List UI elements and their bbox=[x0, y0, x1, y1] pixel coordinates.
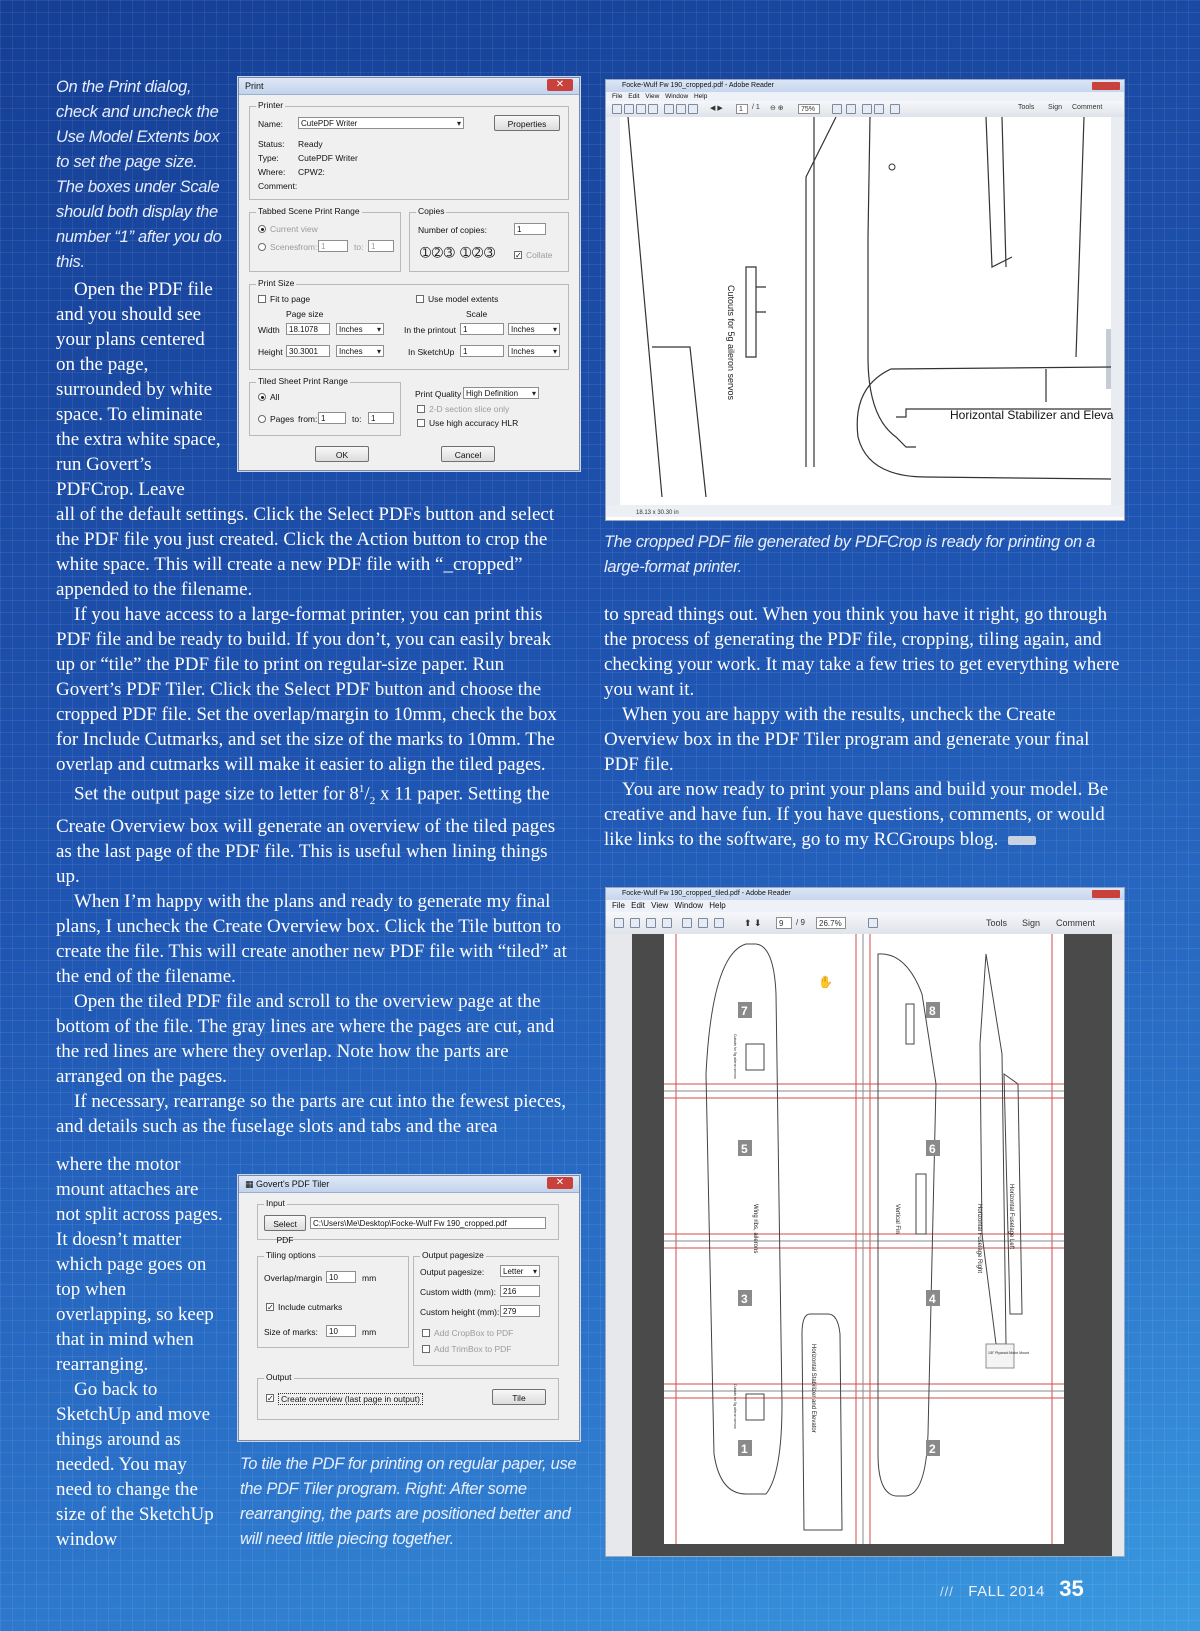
footer-slashes: /// bbox=[940, 1584, 954, 1599]
motor-mount-note: 1/8" Plywood Motor Mount bbox=[988, 1351, 1029, 1355]
marks-size-stepper[interactable]: 10 bbox=[326, 1325, 356, 1337]
paragraph: all of the default settings. Click the Select PDFs button and select the PDF file you just created. Click the Action button to crop the white space. This will create a new PDF file with “_cropped” appended to the filename. bbox=[56, 504, 555, 600]
tiler-caption: To tile the PDF for printing on regular paper, use the PDF Tiler program. Right: After some rearranging, the parts are positioned better and will need little piecing together. bbox=[240, 1455, 577, 1548]
part-label: Cutouts for 5g aileron servos bbox=[733, 1034, 737, 1079]
edit-icon[interactable] bbox=[636, 104, 646, 114]
close-icon[interactable]: ✕ bbox=[547, 79, 573, 91]
tile-number: 2 bbox=[929, 1442, 936, 1456]
paragraph: Open the tiled PDF file and scroll to the overview page at the bottom of the file. The gray lines are where the pages are cut, and the red lines are where they overlap. Note how the parts are arranged on the pages. bbox=[56, 991, 555, 1088]
reader-menu: File Edit View Window Help bbox=[606, 92, 1124, 101]
overlap-stepper[interactable]: 10 bbox=[326, 1271, 356, 1283]
comment-tab[interactable]: Comment bbox=[1072, 104, 1103, 111]
part-label: Wing ribs, ailerons bbox=[752, 1204, 758, 1254]
hand-cursor-icon: ✋ bbox=[818, 975, 833, 989]
zoom-input[interactable]: 26.7% bbox=[816, 917, 846, 929]
fit-to-page-checkbox[interactable] bbox=[258, 295, 266, 303]
reader-titlebar: Focke-Wulf Fw 190_cropped_tiled.pdf - Adobe Reader bbox=[606, 888, 1124, 900]
ok-button[interactable]: OK bbox=[315, 446, 369, 462]
mail-icon[interactable] bbox=[714, 918, 724, 928]
page-input[interactable]: 9 bbox=[776, 917, 792, 929]
collate-pages-icon: ➀➁➂ ➀➁➂ bbox=[420, 245, 496, 260]
tiled-range-group: Tiled Sheet Print Range All Pages from: 1 to: 1 bbox=[249, 382, 401, 436]
print-dialog-titlebar: Print ✕ bbox=[239, 78, 579, 95]
zoom-out-icon[interactable]: ⊖ ⊕ bbox=[770, 105, 784, 112]
fit-page-icon[interactable] bbox=[832, 104, 842, 114]
tile-number: 4 bbox=[929, 1292, 936, 1306]
scene-from-input[interactable]: 1 bbox=[318, 240, 348, 252]
sign-tab[interactable]: Sign bbox=[1048, 104, 1063, 111]
body-wide-1 bbox=[56, 502, 574, 1139]
create-overview-checkbox[interactable]: ✓ bbox=[267, 1394, 274, 1403]
scenes-radio[interactable] bbox=[258, 243, 266, 251]
horizontal-stabilizer-label: Horizontal Stabilizer and Eleva bbox=[950, 408, 1114, 422]
close-icon[interactable] bbox=[1092, 890, 1120, 898]
tile-number: 3 bbox=[741, 1292, 748, 1306]
tiler-titlebar: ▦ Govert's PDF Tiler ✕ bbox=[239, 1176, 579, 1193]
reader-toolbar: ◀ ▶ 1 / 1 ⊖ ⊕ 75% Tools Sign Comment bbox=[606, 101, 1124, 118]
output-pagesize-group: Output pagesize Output pagesize: Letter ▾ Custom width (mm): 216 Custom height (mm): 279 Add CropBox to PDF Add TrimBox to PDF bbox=[413, 1256, 559, 1366]
include-cutmarks-checkbox[interactable]: ✓ bbox=[267, 1303, 274, 1312]
current-view-radio[interactable] bbox=[258, 225, 266, 233]
tiler-app-icon: ▦ bbox=[245, 1179, 257, 1189]
copies-group: Copies Number of copies: 1 ➀➁➂ ➀➁➂ ✓ Collate bbox=[409, 212, 569, 272]
pdf-path-input[interactable]: C:\Users\Me\Desktop\Focke-Wulf Fw 190_cropped.pdf bbox=[310, 1217, 546, 1229]
tile-number: 6 bbox=[929, 1142, 936, 1156]
part-label: Horizontal Fuselage Left bbox=[1008, 1184, 1014, 1250]
reader-toolbar: ⬆ ⬇ 9 / 9 26.7% Tools Sign Comment bbox=[606, 912, 1124, 935]
pages-to-input[interactable]: 1 bbox=[368, 412, 394, 424]
tools-tab[interactable]: Tools bbox=[986, 918, 1008, 928]
output-group: Output ✓ Create overview (last page in output) Tile bbox=[257, 1378, 559, 1420]
fit-width-icon[interactable] bbox=[846, 104, 856, 114]
body-narrow-1 bbox=[56, 277, 226, 502]
create-icon[interactable] bbox=[630, 918, 640, 928]
select-pdf-button[interactable]: Select PDF bbox=[264, 1215, 306, 1231]
highlight-icon[interactable] bbox=[874, 104, 884, 114]
save-icon[interactable] bbox=[664, 104, 674, 114]
open-icon[interactable] bbox=[614, 918, 624, 928]
paragraph: where the motor mount attaches are not split across pages. It doesn’t matter which page goes on top when overlapping, so keep that in mind when rearranging. bbox=[56, 1154, 223, 1375]
paragraph: If you have access to a large-format printer, you can print this PDF file and be ready to build. If you don’t, you can easily break up or “tile” the PDF file to print on regular-size paper. Run Govert’s PDF Tiler. Click the Select PDF button and choose the cropped PDF file. Set the overlap/margin to 10mm, check the box for Include Cutmarks, and set the size of the marks to 10mm. The overlap and cutmarks will make it easier to align the tiled pages. bbox=[56, 604, 557, 775]
input-group: Input Select PDF C:\Users\Me\Desktop\Focke-Wulf Fw 190_cropped.pdf bbox=[257, 1204, 559, 1240]
custom-width-stepper[interactable]: 216 bbox=[500, 1285, 540, 1297]
paragraph: You are now ready to print your plans and build your model. Be creative and have fun. If you have questions, comments, or would like links to the software, go to my RCGroups blog. bbox=[604, 779, 1109, 850]
printer-group: Printer Name: CutePDF Writer ▾ Properties Status: Ready Type: CutePDF Writer Where: CPW2: Comment: bbox=[249, 106, 569, 200]
paragraph: Go back to SketchUp and move things around as needed. You may need to change the size of the SketchUp window bbox=[56, 1379, 214, 1550]
collate-checkbox[interactable]: ✓ bbox=[515, 251, 522, 260]
tile-number: 7 bbox=[741, 1004, 748, 1018]
cropped-plan-view bbox=[606, 117, 1124, 517]
print-icon[interactable] bbox=[698, 918, 708, 928]
status-size: 18.13 x 30.30 in bbox=[636, 510, 679, 516]
scene-to-input[interactable]: 1 bbox=[368, 240, 394, 252]
height-unit-select[interactable]: Inches ▾ bbox=[336, 345, 384, 357]
trimbox-checkbox[interactable] bbox=[422, 1345, 430, 1353]
close-icon[interactable]: ✕ bbox=[547, 1177, 573, 1189]
cloud-icon[interactable] bbox=[662, 918, 672, 928]
print-dialog: Print ✕ Printer Name: CutePDF Writer ▾ Properties Status: Ready Type: CutePDF Writer Where: CPW2: Comment: Tabbed Scene Print Range Current view Scenes from: 1 to: 1 Copies Number of copies: 1 ➀➁➂ ➀➁➂ ✓ Collate Print Size Fit to page Use model extents Page size Scale Width 18.1078 Inches ▾ Height 30.3001 Inches ▾ In the printout 1 Inches ▾ In SketchUp 1 Inches ▾ Tiled Sheet Print Range All Pages from: 1 to: 1 Print Quality High Definition ▾ 2-D section slice only Use high accuracy HLR OK Cancel bbox=[238, 77, 580, 471]
mail-icon[interactable] bbox=[688, 104, 698, 114]
cropped-pdf-caption: The cropped PDF file generated by PDFCrop is ready for printing on a large-format printer. bbox=[604, 533, 1096, 576]
printout-scale-input[interactable]: 1 bbox=[460, 323, 504, 335]
nav-arrows-icon[interactable]: ◀ ▶ bbox=[710, 105, 723, 112]
zoom-input[interactable]: 75% bbox=[798, 104, 820, 114]
save-icon[interactable] bbox=[682, 918, 692, 928]
height-input[interactable]: 30.3001 bbox=[286, 345, 330, 357]
create-icon[interactable] bbox=[624, 104, 634, 114]
page-footer bbox=[940, 1576, 1084, 1600]
output-pagesize-select[interactable]: Letter ▾ bbox=[500, 1265, 540, 1277]
printer-name-select[interactable]: CutePDF Writer ▾ bbox=[298, 117, 464, 129]
open-icon[interactable] bbox=[612, 104, 622, 114]
pdf-tiler-dialog bbox=[238, 1175, 580, 1441]
nav-arrows-icon[interactable]: ⬆ ⬇ bbox=[744, 918, 762, 928]
tile-number: 5 bbox=[741, 1142, 748, 1156]
part-label: Cutouts for 5g aileron servos bbox=[733, 1384, 737, 1429]
hlr-checkbox[interactable] bbox=[417, 419, 425, 427]
width-unit-select[interactable]: Inches ▾ bbox=[336, 323, 384, 335]
pages-from-input[interactable]: 1 bbox=[318, 412, 346, 424]
paragraph: Open the PDF file and you should see your plans centered on the page, surrounded by white space. To eliminate the extra white space, run Govert’s PDFCrop. Leave bbox=[56, 279, 221, 500]
page-number: 35 bbox=[1059, 1576, 1084, 1601]
reader-cropped-window bbox=[605, 79, 1125, 521]
body-narrow-2 bbox=[56, 1152, 226, 1552]
all-pages-radio[interactable] bbox=[258, 393, 266, 401]
slice-only-checkbox[interactable] bbox=[417, 405, 425, 413]
close-icon[interactable] bbox=[1092, 82, 1120, 90]
properties-button[interactable]: Properties bbox=[494, 115, 560, 131]
footer-issue: FALL 2014 bbox=[968, 1583, 1045, 1600]
cancel-button[interactable]: Cancel bbox=[441, 446, 495, 462]
print-size-group: Print Size Fit to page Use model extents Page size Scale Width 18.1078 Inches ▾ Height 30.3001 Inches ▾ In the printout 1 Inches ▾ In SketchUp 1 Inches ▾ bbox=[249, 284, 569, 370]
edit-icon[interactable] bbox=[646, 918, 656, 928]
expand-icon[interactable] bbox=[868, 918, 878, 928]
cutouts-label: Cutouts for 5g aileron servos bbox=[726, 285, 736, 401]
print-dialog-caption: On the Print dialog, check and uncheck the Use Model Extents box to set the page size. The boxes under Scale should both display the number “1” after you do this. bbox=[56, 78, 222, 271]
body-right bbox=[604, 602, 1124, 852]
sign-tab[interactable]: Sign bbox=[1022, 918, 1041, 928]
page-input[interactable]: 1 bbox=[736, 104, 748, 114]
tile-number: 8 bbox=[929, 1004, 936, 1018]
sketchup-unit-select[interactable]: Inches ▾ bbox=[508, 345, 560, 357]
pages-radio[interactable] bbox=[258, 415, 266, 423]
use-model-extents-checkbox[interactable] bbox=[416, 295, 424, 303]
reader-menu: File Edit View Window Help bbox=[606, 900, 1124, 912]
part-label: Horizontal Stabilizer and Elevator bbox=[810, 1344, 816, 1433]
tiled-overview-page bbox=[606, 934, 1124, 1556]
part-label: Vertical Fin bbox=[894, 1204, 900, 1234]
tiling-options-group: Tiling options Overlap/margin 10 mm ✓ Include cutmarks Size of marks: 10 mm bbox=[257, 1256, 409, 1348]
reader-titlebar: Focke-Wulf Fw 190_cropped.pdf - Adobe Reader bbox=[606, 80, 1124, 92]
cloud-icon[interactable] bbox=[648, 104, 658, 114]
part-label: Horizontal Fuselage Right bbox=[976, 1204, 982, 1274]
paragraph: If necessary, rearrange so the parts are cut into the fewest pieces, and details such as the fuselage slots and tabs and the area bbox=[56, 1091, 567, 1138]
paragraph: to spread things out. When you think you have it right, go through the process of generating the PDF file, cropping, tiling again, and checking your work. It may take a few tries to get everything where you want it. bbox=[604, 604, 1120, 700]
printout-unit-select[interactable]: Inches ▾ bbox=[508, 323, 560, 335]
expand-icon[interactable] bbox=[890, 104, 900, 114]
comment-tab[interactable]: Comment bbox=[1056, 918, 1096, 928]
cropbox-checkbox[interactable] bbox=[422, 1329, 430, 1337]
reader-tiled-window bbox=[605, 887, 1125, 1557]
end-mark-icon bbox=[1008, 836, 1036, 845]
custom-height-stepper[interactable]: 279 bbox=[500, 1305, 540, 1317]
tile-button[interactable]: Tile bbox=[492, 1389, 546, 1405]
print-quality-select[interactable]: High Definition ▾ bbox=[463, 387, 539, 399]
comment-bubble-icon[interactable] bbox=[862, 104, 872, 114]
scene-range-group: Tabbed Scene Print Range Current view Scenes from: 1 to: 1 bbox=[249, 212, 401, 272]
paragraph-paper-size: Set the output page size to letter for $8^1/_2$ x 11 paper. Setting the Create Overview box will generate an overview of the tiled pages as the last page of the PDF file. This is useful when lining things up. bbox=[56, 783, 556, 888]
paragraph: When I’m happy with the plans and ready to generate my final plans, I uncheck the Create Overview box. Click the Tile button to create the file. This will create another new PDF file with “tiled” at the end of the filename. bbox=[56, 891, 567, 988]
copies-input[interactable]: 1 bbox=[514, 223, 546, 235]
width-input[interactable]: 18.1078 bbox=[286, 323, 330, 335]
paragraph: When you are happy with the results, uncheck the Create Overview box in the PDF Tiler program and generate your final PDF file. bbox=[604, 704, 1090, 775]
tools-tab[interactable]: Tools bbox=[1018, 104, 1035, 111]
print-icon[interactable] bbox=[676, 104, 686, 114]
sketchup-scale-input[interactable]: 1 bbox=[460, 345, 504, 357]
tile-number: 1 bbox=[741, 1442, 748, 1456]
